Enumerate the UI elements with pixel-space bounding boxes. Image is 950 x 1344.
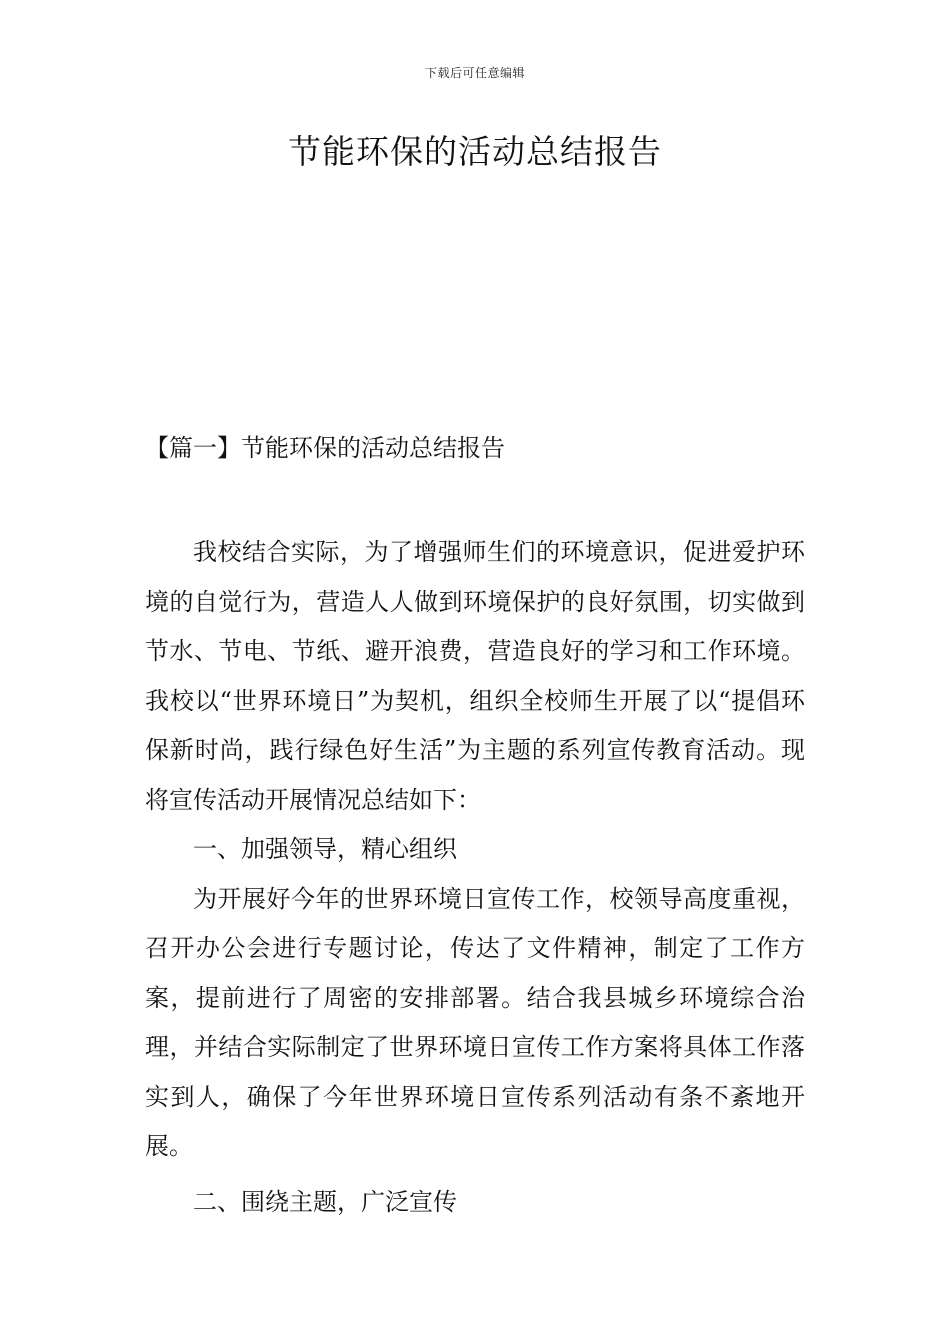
document-body bbox=[145, 528, 805, 1227]
intro-paragraph: 我校结合实际，为了增强师生们的环境意识，促进爱护环境的自觉行为，营造人人做到环境保护的良好氛围，切实做到节水、节电、节纸、避开浪费，营造良好的学习和工作环境。我校以“世界环境日”为契机，组织全校师生开展了以“提倡环保新时尚，践行绿色好生活”为主题的系列宣传教育活动。现将宣传活动开展情况总结如下： bbox=[145, 538, 805, 814]
subheading-2: 二、围绕主题，广泛宣传 bbox=[193, 1187, 457, 1216]
section-heading: 【篇一】节能环保的活动总结报告 bbox=[145, 434, 505, 462]
subheading-1: 一、加强领导，精心组织 bbox=[193, 835, 457, 863]
document-title: 节能环保的活动总结报告 bbox=[288, 132, 662, 171]
page-header-note: 下载后可任意编辑 bbox=[424, 66, 525, 80]
body-paragraph-1: 为开展好今年的世界环境日宣传工作，校领导高度重视，召开办公会进行专题讨论，传达了文件精神，制定了工作方案，提前进行了周密的安排部署。结合我县城乡环境综合治理，并结合实际制定了世界环境日宣传工作方案将具体工作落实到人，确保了今年世界环境日宣传系列活动有条不紊地开展。 bbox=[145, 884, 805, 1160]
